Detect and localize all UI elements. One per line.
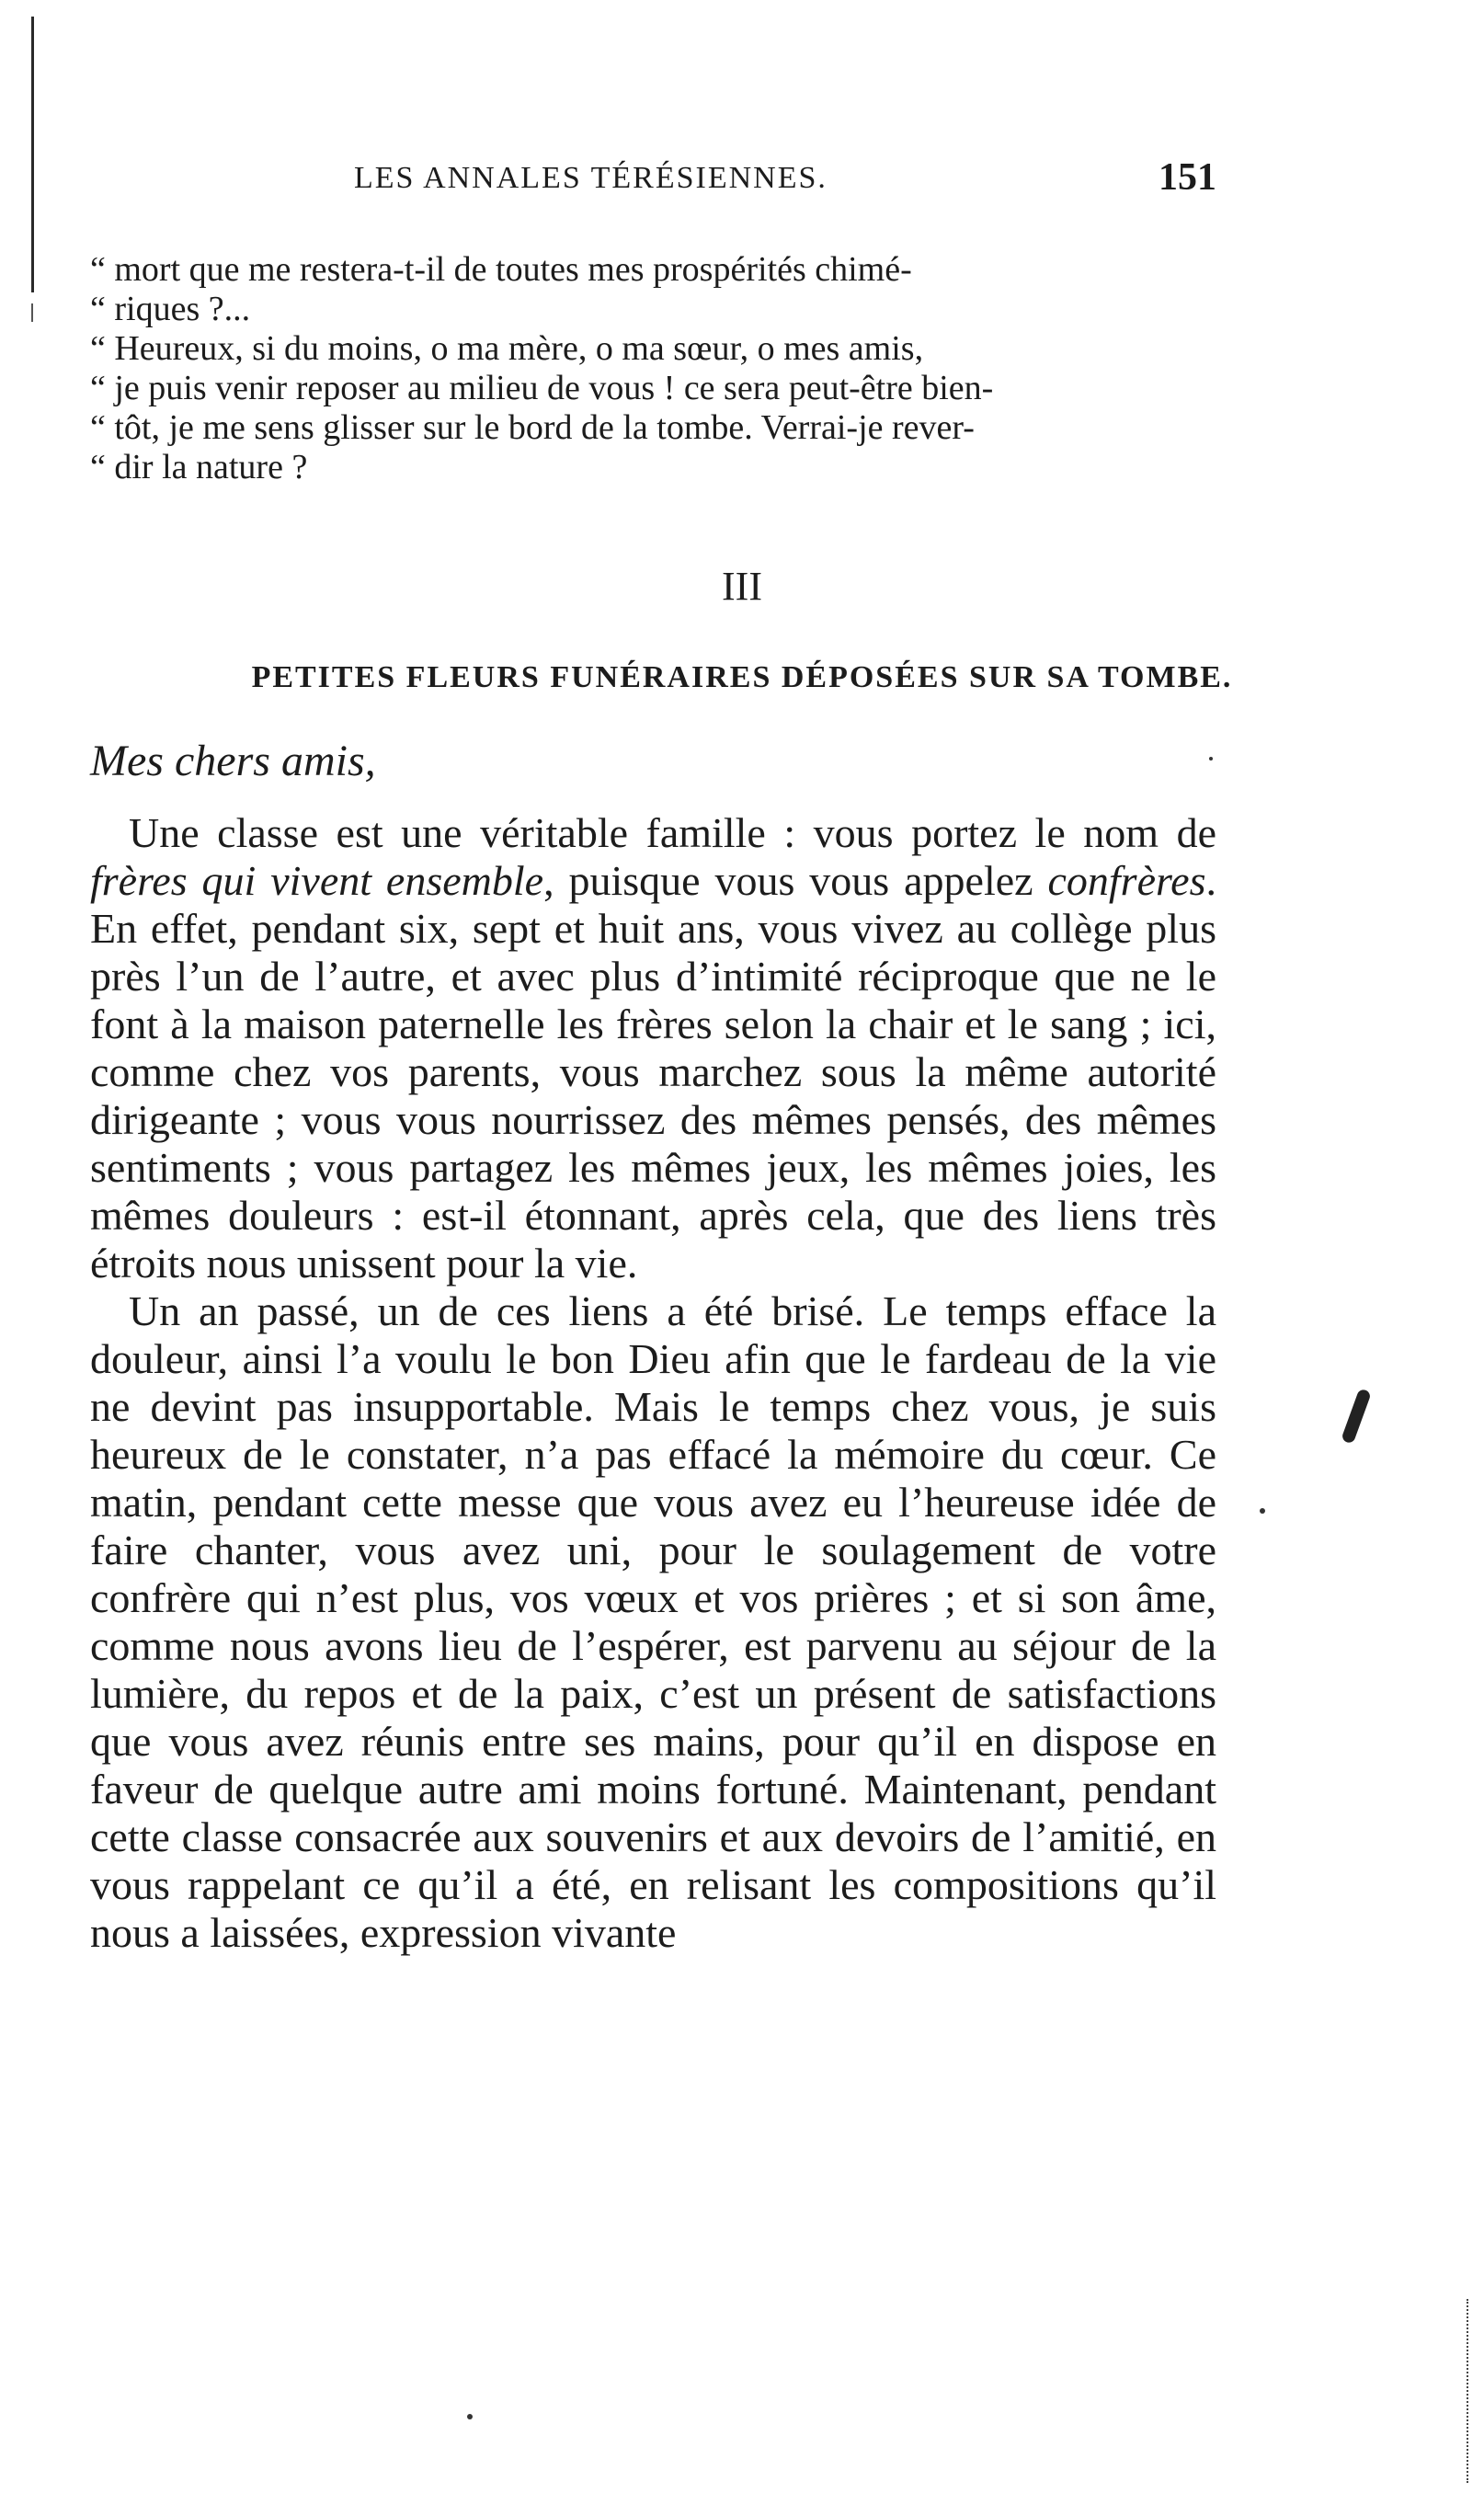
- italic-phrase: frères qui vivent ensemble: [90, 857, 544, 904]
- salutation: Mes chers amis,: [90, 737, 376, 785]
- ink-speck: [1260, 1508, 1265, 1514]
- paragraph-1-text: Une classe est une véritable famille : vous portez le nom de: [129, 809, 1216, 856]
- section-number: III: [722, 564, 762, 609]
- quote-line: “ dir la nature ?: [90, 448, 308, 486]
- paragraph-2: Un an passé, un de ces liens a été brisé. Le temps efface la douleur, ainsi l’a voulu le bon Dieu afin que le fardeau de la vie ne devint pas insupportable. Mais le temps chez vous, je suis heureux de le constater, n’a pas effacé la mémoire du cœur. Ce matin, pendant cette messe que vous avez eu l’heureuse idée de faire chanter, vous avez uni, pour le soulagement de votre confrère qui n’est plus, vos vœux et vos prières ; et si son âme, comme nous avons lieu de l’espérer, est parvenu au séjour de la lumière, du repos et de la paix, c’est un présent de satisfactions que vous avez réunis entre ses mains, pour qu’il en dispose en faveur de quelque autre ami moins fortuné. Maintenant, pendant cette classe consacrée aux souvenirs et aux devoirs de l’amitié, en vous rappelant ce qu’il a été, en relisant les compositions qu’il nous a laissées, expression vivante: [90, 1287, 1216, 1956]
- quoted-passage: [90, 250, 1216, 487]
- ink-speck: [1209, 757, 1213, 761]
- quote-line: “ tôt, je me sens glisser sur le bord de la tombe. Verrai-je rever-: [90, 408, 975, 447]
- ink-speck: [467, 2414, 473, 2419]
- paragraph-1-text: , puisque vous vous appelez: [543, 857, 1048, 904]
- paragraph-1: [90, 809, 1216, 1287]
- quote-line: “ Heureux, si du moins, o ma mère, o ma sœur, o mes amis,: [90, 329, 924, 368]
- quote-line: “ je puis venir reposer au milieu de vous ! ce sera peut-être bien-: [90, 369, 994, 407]
- italic-word: confrères: [1047, 857, 1206, 904]
- running-title: LES ANNALES TÉRÉSIENNES.: [354, 161, 828, 195]
- right-edge-marks: [1467, 2299, 1471, 2483]
- pen-mark: [1341, 1388, 1372, 1444]
- left-margin-rule-fragment: [31, 303, 33, 322]
- section-title: PETITES FLEURS FUNÉRAIRES DÉPOSÉES SUR SA TOMBE.: [251, 660, 1233, 694]
- left-margin-rule: [31, 17, 34, 292]
- running-head: [0, 156, 1484, 207]
- body-text: [90, 809, 1216, 1957]
- quote-line: “ mort que me restera-t-il de toutes mes prospérités chimé-: [90, 250, 912, 289]
- paragraph-1-text: . En effet, pendant six, sept et huit ans, vous vivez au collège plus près l’un de l’autre, et avec plus d’intimité réciproque que ne le font à la maison paternelle les frères selon la chair et le sang ; ici, comme chez vos parents, vous marchez sous la même autorité dirigeante ; vous vous nourrissez des mêmes pensés, des mêmes sentiments ; vous partagez les mêmes jeux, les mêmes joies, les mêmes douleurs : est-il étonnant, après cela, que des liens très étroits nous unissent pour la vie.: [90, 857, 1216, 1287]
- page-number: 151: [1159, 156, 1216, 199]
- quote-line: “ riques ?...: [90, 290, 251, 328]
